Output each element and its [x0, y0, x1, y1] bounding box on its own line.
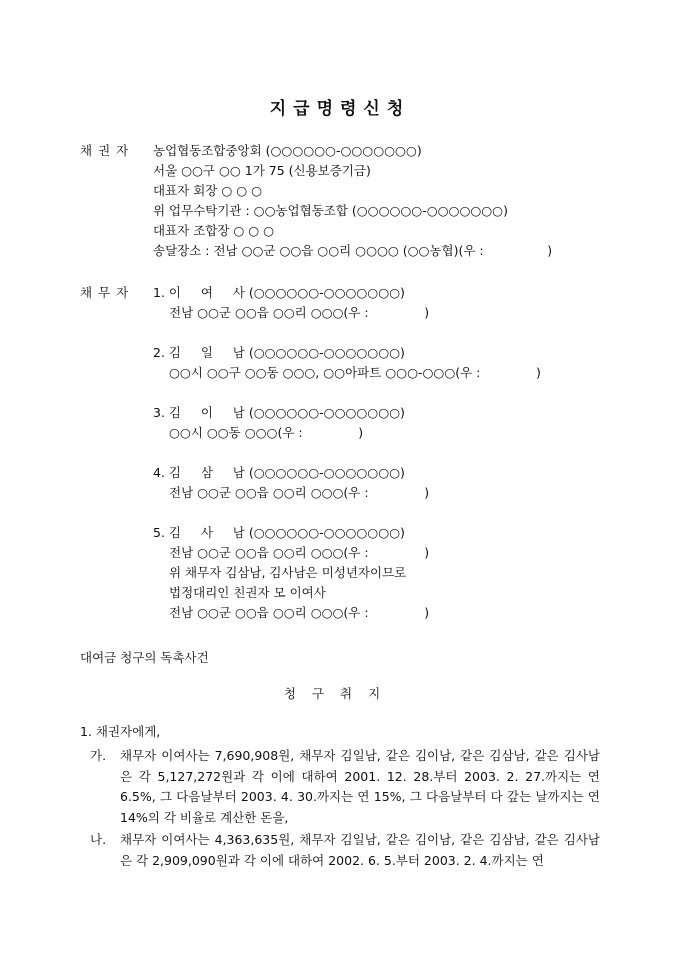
claim-item: [80, 746, 600, 828]
debtor-address-line: 전남 ○○군 ○○읍 ○○리 ○○○(우 : ): [169, 305, 430, 320]
debtor-address-line: 법정대리인 친권자 모 이여사: [169, 585, 326, 600]
creditor-line: 송달장소 : 전남 ○○군 ○○읍 ○○리 ○○○○ (○○농협)(우 : ): [153, 243, 553, 258]
claim-item: [80, 830, 600, 871]
claim-marker: 나.: [90, 832, 107, 847]
debtor-name-line: 3. 김 이 남 (○○○○○○-○○○○○○○): [153, 405, 405, 420]
debtor-name-line: 4. 김 삼 남 (○○○○○○-○○○○○○○): [153, 465, 405, 480]
claim-text: 채무자 이여사는 4,363,635원, 채무자 김일남, 같은 김이남, 같은 김삼남, 같은 김사남은 각 2,909,090원과 각 이에 대하여 2002. 6. 5.부터 2003. 2. 4.까지는 연: [120, 832, 600, 868]
claim-text: 채무자 이여사는 7,690,908원, 채무자 김일남, 같은 김이남, 같은 김삼남, 같은 김사남은 각 5,127,272원과 각 이에 대하여 2001. 12. 28.부터 2003. 2. 27.까지는 연 6.5%, 그 다음날부터 2003. 4. 30.까지는 연 15%, 그 다음날부터 다 갚는 날까지는 연 14%의 각 비율로 계산한 돈을,: [120, 748, 600, 825]
creditor-line: 대표자 조합장 ○ ○ ○: [153, 223, 275, 238]
debtor-name-line: 1. 이 여 사 (○○○○○○-○○○○○○○): [153, 285, 405, 300]
debtor-name-line: 2. 김 일 남 (○○○○○○-○○○○○○○): [153, 345, 405, 360]
creditor-line: 농업협동조합중앙회 (○○○○○○-○○○○○○○): [153, 143, 422, 158]
debtor-label: 채무자: [80, 285, 135, 300]
claim-marker: 가.: [90, 748, 107, 763]
creditor-line: 위 업무수탁기관 : ○○농업협동조합 (○○○○○○-○○○○○○○): [153, 203, 508, 218]
debtor-address-line: 전남 ○○군 ○○읍 ○○리 ○○○(우 : ): [169, 545, 430, 560]
debtor-details: [153, 283, 643, 623]
debtor-address-line: ○○시 ○○동 ○○○(우 : ): [169, 425, 364, 440]
creditor-details: [153, 141, 643, 261]
claim-section-title: 청구취지: [283, 686, 397, 701]
document-title: 지급명령신청: [269, 99, 411, 119]
creditor-line: 서울 ○○구 ○○ 1가 75 (신용보증기금): [153, 163, 371, 178]
claims-section: [80, 720, 600, 871]
debtor-address-line: ○○시 ○○구 ○○동 ○○○, ○○아파트 ○○○-○○○(우 : ): [169, 365, 541, 380]
creditor-line: 대표자 회장 ○ ○ ○: [153, 183, 262, 198]
debtor-address-line: 전남 ○○군 ○○읍 ○○리 ○○○(우 : ): [169, 605, 430, 620]
case-name: 대여금 청구의 독촉사건: [80, 650, 209, 665]
debtor-address-line: 전남 ○○군 ○○읍 ○○리 ○○○(우 : ): [169, 485, 430, 500]
debtor-address-line: 위 채무자 김삼남, 김사남은 미성년자이므로: [169, 565, 407, 580]
creditor-label: 채권자: [80, 143, 135, 158]
claims-heading: 1. 채권자에게,: [80, 724, 161, 739]
debtor-name-line: 5. 김 사 남 (○○○○○○-○○○○○○○): [153, 525, 405, 540]
